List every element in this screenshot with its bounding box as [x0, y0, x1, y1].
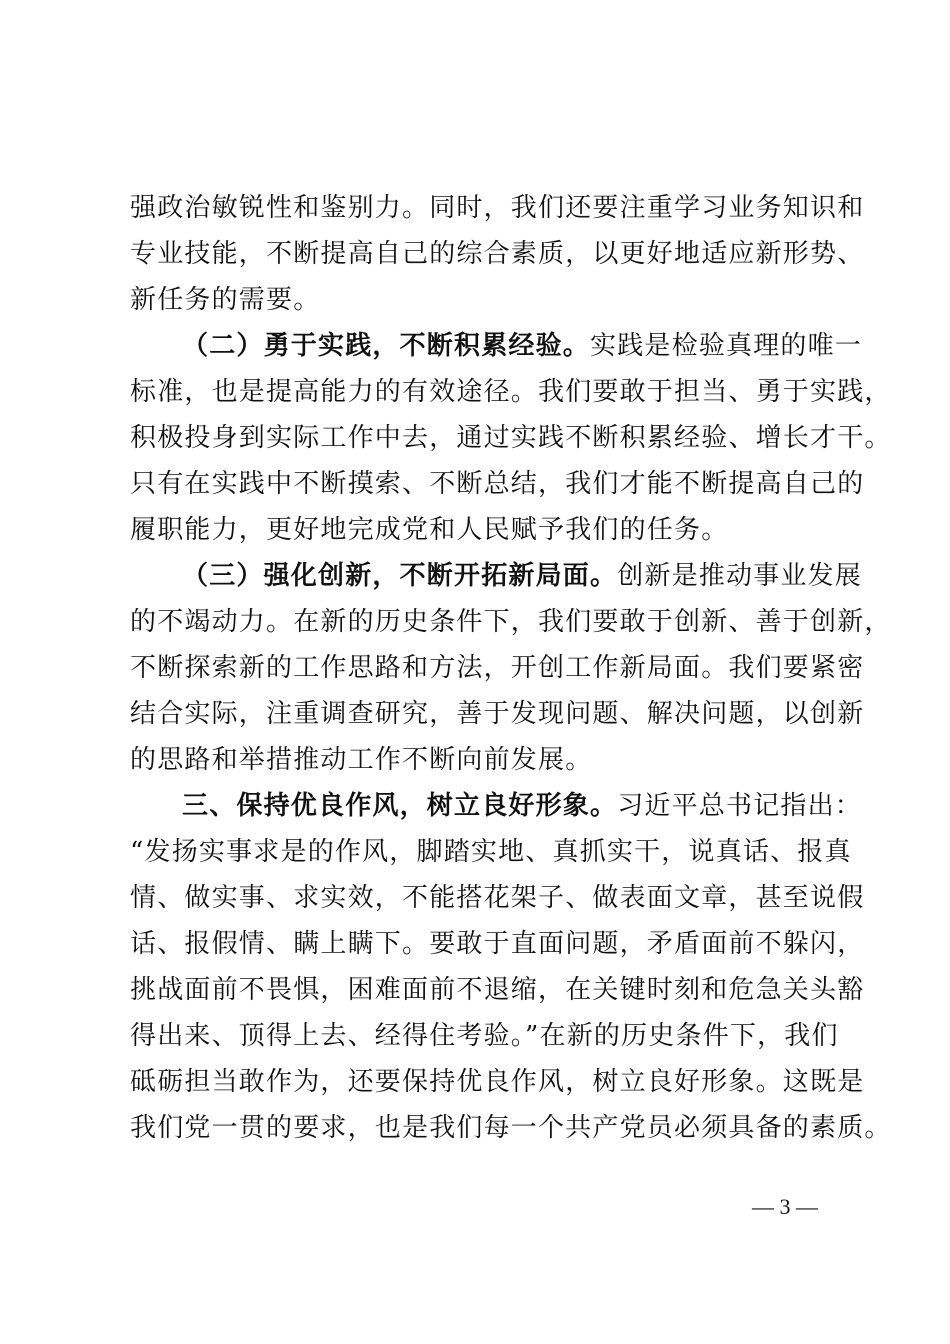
text-run: 砥砺担当敢作为，还要保持优良作风，树立良好形象。这既是 [130, 1067, 865, 1097]
body-text-line [130, 645, 865, 691]
body-text-line [130, 829, 852, 875]
text-run: “发扬实事求是的作风，脚踏实地、真抓实干，说真话、报真 [130, 837, 852, 867]
text-run: 话、报假情、瞒上瞒下。要敢于直面问题，矛盾面前不躲闪， [130, 929, 865, 959]
section-heading-text: 三、保持优良作风，树立良好形象。 [182, 791, 618, 821]
body-text-line [130, 1105, 892, 1151]
text-run: 履职能力，更好地完成党和人民赋予我们的任务。 [130, 515, 729, 545]
body-text-line [130, 231, 865, 277]
text-run: 新任务的需要。 [130, 285, 321, 315]
body-text-line [130, 921, 865, 967]
text-run: 实践是检验真理的唯一 [590, 331, 863, 361]
body-text-line [130, 507, 830, 553]
body-text-line [130, 461, 865, 507]
text-run: 结合实际，注重调查研究，善于发现问题、解决问题，以创新 [130, 699, 865, 729]
text-run: 得出来、顶得上去、经得住考验。”在新的历史条件下，我们 [130, 1021, 839, 1051]
body-text-line [130, 967, 865, 1013]
body-text-line [130, 599, 892, 645]
body-text-line [130, 875, 865, 921]
text-run: 只有在实践中不断摸索、不断总结，我们才能不断提高自己的 [130, 469, 865, 499]
text-run: 的不竭动力。在新的历史条件下，我们要敢于创新、善于创新， [130, 607, 892, 637]
text-run: 的思路和举措推动工作不断向前发展。 [130, 745, 593, 775]
text-run: 专业技能，不断提高自己的综合素质，以更好地适应新形势、 [130, 239, 865, 269]
subheading-text: （三）强化创新，不断开拓新局面。 [182, 561, 618, 591]
subheading-text: （二）勇于实践，不断积累经验。 [182, 331, 591, 361]
subheading-line [182, 323, 863, 369]
text-run: 情、做实事、求实效，不能搭花架子、做表面文章，甚至说假 [130, 883, 865, 913]
text-run: 强政治敏锐性和鉴别力。同时，我们还要注重学习业务知识和 [130, 193, 865, 223]
body-text-line [130, 1059, 865, 1105]
body-text-line [130, 415, 892, 461]
body-text-line [130, 277, 830, 323]
page-number: — 3 — [752, 1194, 818, 1219]
text-run: 我们党一贯的要求，也是我们每一个共产党员必须具备的素质。 [130, 1113, 892, 1143]
subheading-line [182, 553, 863, 599]
text-run: 积极投身到实际工作中去，通过实践不断积累经验、增长才干。 [130, 423, 892, 453]
text-run: 不断探索新的工作思路和方法，开创工作新局面。我们要紧密 [130, 653, 865, 683]
body-text-line [130, 369, 892, 415]
body-text-line [130, 1013, 839, 1059]
body-text-line [130, 691, 865, 737]
body-text-line [130, 737, 830, 783]
text-run: 标准，也是提高能力的有效途径。我们要敢于担当、勇于实践， [130, 377, 892, 407]
body-text-line [130, 185, 865, 231]
text-run: 创新是推动事业发展 [617, 561, 863, 591]
section-heading-line [182, 783, 863, 829]
text-run: 习近平总书记指出： [617, 791, 863, 821]
text-run: 挑战面前不畏惧，困难面前不退缩，在关键时刻和危急关头豁 [130, 975, 865, 1005]
